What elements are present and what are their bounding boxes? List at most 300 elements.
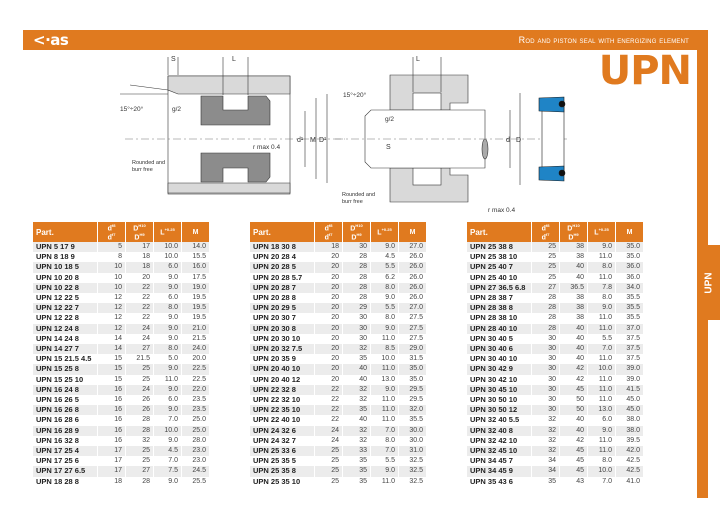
d-cell: 20	[331, 334, 339, 342]
part-cell: UPN 16 32 8	[36, 435, 79, 445]
l-cell: 11.0	[598, 314, 612, 322]
label-rmax: r max 0.4	[253, 144, 281, 151]
m-cell: 19.5	[192, 294, 206, 302]
table-row	[467, 283, 643, 293]
table-row	[467, 426, 643, 436]
part-cell: UPN 20 30 7	[253, 313, 296, 323]
D-cell: 32	[343, 426, 370, 436]
l-cell: 8.0	[154, 303, 181, 313]
D-cell: 40	[359, 375, 367, 383]
D-cell: 40	[560, 324, 587, 334]
l-cell: 11.0	[598, 355, 612, 363]
D-cell: 38	[576, 294, 584, 302]
table-row	[467, 375, 643, 385]
part-cell: UPN 12 22 7	[33, 303, 97, 313]
table-row	[33, 436, 209, 446]
part-cell: UPN 34 45 7	[470, 456, 513, 466]
part-cell: UPN 20 32 7.5	[250, 344, 314, 354]
l-cell: 11.0	[598, 273, 612, 281]
l-cell: 11.0	[371, 405, 398, 415]
table-row	[33, 415, 209, 425]
part-cell: UPN 25 35 5	[253, 456, 296, 466]
m-cell: 37.5	[626, 334, 640, 342]
D-cell: 50	[576, 396, 584, 404]
label-m: M	[310, 137, 316, 144]
D-cell: 40	[576, 416, 584, 424]
l-cell: 7.0	[168, 457, 178, 465]
d-cell: 16	[98, 405, 125, 415]
l-cell: 6.2	[385, 273, 395, 281]
m-cell: 38.0	[626, 416, 640, 424]
l-cell: 11.0	[588, 446, 615, 456]
m-cell: 37.5	[626, 355, 640, 363]
table-row	[33, 466, 209, 476]
table-row	[250, 313, 426, 323]
m-cell: 29.0	[399, 344, 426, 354]
table-row	[250, 456, 426, 466]
label-angle-rod: 15°÷20°	[343, 92, 367, 99]
d-cell: 34	[548, 457, 556, 465]
d-cell: 17	[114, 457, 122, 465]
l-cell: 10.0	[588, 364, 615, 374]
D-cell: 43	[576, 477, 584, 485]
col-D: $D^{H10}$ $D^{H9}$	[560, 222, 587, 242]
m-cell: 14.0	[182, 242, 209, 252]
D-cell: 24	[126, 385, 153, 395]
table-row	[467, 395, 643, 405]
d-cell: 30	[532, 364, 559, 374]
l-cell: 9.0	[588, 303, 615, 313]
m-cell: 26.0	[409, 253, 423, 261]
part-cell: UPN 32 40 8	[467, 426, 531, 436]
D-cell: 22	[126, 283, 153, 293]
part-cell: UPN 30 40 5	[470, 333, 513, 343]
d-cell: 32	[532, 426, 559, 436]
m-cell: 37.5	[616, 344, 643, 354]
table-row	[33, 456, 209, 466]
m-cell: 23.5	[182, 405, 209, 415]
D-cell: 25	[142, 457, 150, 465]
m-cell: 45.0	[616, 405, 643, 415]
m-cell: 15.5	[192, 253, 206, 261]
dimensions-table-3	[466, 222, 644, 487]
D-cell: 30	[359, 334, 367, 342]
col-m: M	[399, 222, 426, 242]
part-cell: UPN 20 30 10	[253, 333, 301, 343]
D-cell: 28	[126, 426, 153, 436]
l-cell: 7.0	[588, 344, 615, 354]
d-cell: 15	[98, 364, 125, 374]
part-cell: UPN 15 25 8	[33, 364, 97, 374]
D-cell: 30	[343, 242, 370, 252]
label-angle: 15°÷20°	[120, 106, 144, 113]
table-row	[250, 252, 426, 262]
m-cell: 20.0	[192, 355, 206, 363]
table-row	[250, 477, 426, 487]
d-cell: 32	[548, 416, 556, 424]
m-cell: 30.0	[399, 426, 426, 436]
m-cell: 22.5	[182, 364, 209, 374]
m-cell: 42.5	[626, 457, 640, 465]
D-cell: 32	[142, 436, 150, 444]
m-cell: 29.5	[409, 396, 423, 404]
D-cell: 32	[343, 344, 370, 354]
table-row	[467, 252, 643, 262]
table-row	[33, 252, 209, 262]
l-cell: 9.0	[154, 283, 181, 293]
D-cell: 32	[359, 436, 367, 444]
m-cell: 32.5	[409, 457, 423, 465]
table-row	[250, 385, 426, 395]
D-cell: 35	[343, 405, 370, 415]
d-cell: 30	[548, 396, 556, 404]
part-cell: UPN 35 43 6	[470, 476, 513, 486]
d-cell: 18	[315, 242, 342, 252]
d-cell: 20	[331, 294, 339, 302]
D-cell: 35	[359, 477, 367, 485]
m-cell: 35.5	[626, 314, 640, 322]
label-rmax-rod: r max 0.4	[488, 207, 516, 214]
part-cell: UPN 20 35 9	[253, 354, 296, 364]
m-cell: 27.0	[399, 242, 426, 252]
m-cell: 27.0	[399, 303, 426, 313]
part-cell: UPN 20 30 8	[250, 324, 314, 334]
piston-seal-drawing	[120, 57, 345, 194]
d-cell: 30	[548, 334, 556, 342]
label-d1: d¹	[297, 137, 304, 144]
d-cell: 15	[114, 375, 122, 383]
D-cell: 42	[576, 436, 584, 444]
m-cell: 23.0	[192, 457, 206, 465]
table-row	[250, 354, 426, 364]
d-cell: 8	[118, 253, 122, 261]
l-cell: 9.0	[588, 242, 615, 252]
l-cell: 10.0	[154, 242, 181, 252]
l-cell: 11.0	[598, 253, 612, 261]
l-cell: 11.0	[164, 375, 178, 383]
D-cell: 24	[126, 324, 153, 334]
D-cell: 32	[359, 396, 367, 404]
D-cell: 18	[126, 262, 153, 272]
l-cell: 9.0	[371, 324, 398, 334]
l-cell: 5.0	[168, 355, 178, 363]
D-cell: 40	[560, 426, 587, 436]
l-cell: 11.0	[381, 477, 395, 485]
l-cell: 4.5	[385, 253, 395, 261]
table-row	[33, 293, 209, 303]
section-tab[interactable]	[697, 245, 720, 320]
D-cell: 38	[576, 314, 584, 322]
D-cell: 42	[576, 375, 584, 383]
m-cell: 41.0	[626, 477, 640, 485]
part-cell: UPN 16 28 9	[33, 426, 97, 436]
table-header	[33, 222, 209, 242]
label-burr-free: burr free	[132, 167, 153, 173]
d-cell: 20	[331, 273, 339, 281]
part-cell: UPN 20 28 8	[253, 293, 296, 303]
part-cell: UPN 20 28 7	[250, 283, 314, 293]
m-cell: 29.5	[399, 385, 426, 395]
D-cell: 50	[560, 405, 587, 415]
m-cell: 27.5	[399, 324, 426, 334]
d-cell: 30	[532, 344, 559, 354]
D-cell: 20	[142, 273, 150, 281]
part-cell: UPN 25 38 8	[467, 242, 531, 252]
col-part: Part.	[33, 222, 97, 242]
l-cell: 7.0	[371, 446, 398, 456]
table-row	[467, 456, 643, 466]
d-cell: 14	[114, 334, 122, 342]
part-cell: UPN 28 38 10	[470, 313, 518, 323]
label-g2-rod: g/2	[385, 116, 395, 123]
table-header	[250, 222, 426, 242]
part-cell: UPN 25 35 10	[253, 476, 301, 486]
m-cell: 37.0	[616, 324, 643, 334]
dimensions-table-2	[249, 222, 427, 487]
d-cell: 14	[98, 344, 125, 354]
dimensions-table-1	[32, 222, 210, 487]
m-cell: 34.0	[616, 283, 643, 293]
part-cell: UPN 16 28 6	[36, 415, 79, 425]
d-cell: 18	[114, 477, 122, 485]
table-row	[33, 446, 209, 456]
part-cell: UPN 32 42 10	[470, 435, 518, 445]
part-cell: UPN 30 40 10	[470, 354, 518, 364]
table-row	[250, 334, 426, 344]
d-cell: 10	[114, 273, 122, 281]
table-row	[33, 313, 209, 323]
m-cell: 27.5	[409, 314, 423, 322]
part-cell: UPN 28 38 8	[467, 303, 531, 313]
label-s-rod: S	[386, 144, 391, 151]
part-cell: UPN 25 38 10	[470, 252, 518, 262]
table-row	[467, 334, 643, 344]
part-cell: UPN 12 22 8	[36, 313, 79, 323]
d-cell: 16	[114, 436, 122, 444]
l-cell: 6.0	[168, 294, 178, 302]
col-D: $D^{H10}$ $D^{H9}$	[126, 222, 153, 242]
part-cell: UPN 20 28 4	[253, 252, 296, 262]
product-title: UPN	[598, 48, 691, 94]
d-cell: 20	[331, 314, 339, 322]
part-cell: UPN 20 28 5.7	[253, 272, 303, 282]
D-cell: 40	[576, 355, 584, 363]
col-m: M	[616, 222, 643, 242]
D-cell: 45	[576, 457, 584, 465]
m-cell: 35.0	[626, 253, 640, 261]
d-cell: 20	[331, 253, 339, 261]
part-cell: UPN 16 26 8	[33, 405, 97, 415]
l-cell: 9.0	[385, 294, 395, 302]
brand-logo: <·as	[33, 31, 69, 49]
D-cell: 42	[560, 364, 587, 374]
m-cell: 22.5	[192, 375, 206, 383]
table-row	[250, 364, 426, 374]
l-cell: 10.0	[588, 466, 615, 476]
D-cell: 25	[142, 375, 150, 383]
part-cell: UPN 28 38 7	[470, 293, 513, 303]
part-cell: UPN 20 40 10	[250, 364, 314, 374]
table-row	[33, 375, 209, 385]
m-cell: 17.5	[192, 273, 206, 281]
table-row	[467, 242, 643, 252]
d-cell: 30	[548, 355, 556, 363]
table-row	[250, 405, 426, 415]
part-cell: UPN 22 40 10	[253, 415, 301, 425]
l-cell: 9.0	[154, 405, 181, 415]
table-row	[467, 436, 643, 446]
D-cell: 28	[343, 262, 370, 272]
col-d: $d^{f8}$ $d^{f7}$	[98, 222, 125, 242]
table-row	[33, 395, 209, 405]
l-cell: 13.0	[588, 405, 615, 415]
D-cell: 27	[126, 466, 153, 476]
m-cell: 39.5	[626, 436, 640, 444]
part-cell: UPN 10 20 8	[36, 272, 79, 282]
m-cell: 45.0	[626, 396, 640, 404]
m-cell: 39.0	[616, 364, 643, 374]
l-cell: 11.0	[588, 324, 615, 334]
l-cell: 8.0	[154, 344, 181, 354]
D-cell: 28	[142, 416, 150, 424]
table-header	[467, 222, 643, 242]
table-row	[250, 242, 426, 252]
table-row	[467, 405, 643, 415]
l-cell: 9.0	[154, 385, 181, 395]
part-cell: UPN 17 25 4	[33, 446, 97, 456]
label-g2: g/2	[172, 106, 182, 113]
l-cell: 8.0	[602, 457, 612, 465]
l-cell: 9.0	[371, 385, 398, 395]
label-l-rod: L	[416, 56, 420, 63]
l-cell: 8.0	[602, 294, 612, 302]
D-cell: 35	[359, 457, 367, 465]
part-cell: UPN 30 42 10	[470, 374, 518, 384]
D-cell: 27	[126, 344, 153, 354]
m-cell: 39.0	[626, 375, 640, 383]
m-cell: 22.0	[182, 385, 209, 395]
part-cell: UPN 10 18 5	[33, 262, 97, 272]
d-cell: 20	[315, 303, 342, 313]
table-row	[467, 273, 643, 283]
d-cell: 30	[548, 375, 556, 383]
d-cell: 10	[98, 262, 125, 272]
table-row	[250, 446, 426, 456]
l-cell: 9.0	[168, 477, 178, 485]
col-l: $L^{+0.25}$	[371, 222, 398, 242]
D-cell: 29	[343, 303, 370, 313]
l-cell: 11.0	[598, 396, 612, 404]
d-cell: 15	[114, 355, 122, 363]
table-row	[467, 466, 643, 476]
l-cell: 11.0	[371, 364, 398, 374]
table-row	[33, 334, 209, 344]
D-cell: 45	[560, 385, 587, 395]
table-row	[250, 283, 426, 293]
label-rounded-rod: Rounded and	[342, 192, 376, 198]
d-cell: 32	[532, 446, 559, 456]
m-cell: 38.0	[616, 426, 643, 436]
d-cell: 16	[98, 426, 125, 436]
D-cell: 30	[343, 324, 370, 334]
m-cell: 19.0	[182, 283, 209, 293]
m-cell: 21.5	[192, 334, 206, 342]
d-cell: 25	[532, 262, 559, 272]
m-cell: 25.5	[192, 477, 206, 485]
part-cell: UPN 20 28 5	[250, 262, 314, 272]
l-cell: 13.0	[381, 375, 395, 383]
label-d: d	[506, 137, 510, 144]
m-cell: 35.0	[399, 364, 426, 374]
part-cell: UPN 24 32 7	[253, 435, 296, 445]
table-row	[467, 262, 643, 272]
d-cell: 25	[331, 477, 339, 485]
seal-installation-drawings	[120, 45, 580, 220]
D-cell: 25	[126, 446, 153, 456]
d-cell: 24	[315, 426, 342, 436]
l-cell: 8.0	[385, 314, 395, 322]
table-row	[467, 344, 643, 354]
label-burr-free-rod: burr free	[342, 199, 363, 205]
m-cell: 42.5	[616, 466, 643, 476]
D-cell: 40	[560, 344, 587, 354]
D-cell: 25	[126, 364, 153, 374]
table-row	[250, 303, 426, 313]
D-cell: 24	[142, 334, 150, 342]
part-cell: UPN 22 32 8	[250, 385, 314, 395]
d-cell: 25	[548, 273, 556, 281]
D-cell: 40	[343, 364, 370, 374]
d-cell: 28	[548, 294, 556, 302]
l-cell: 7.8	[588, 283, 615, 293]
d-cell: 25	[331, 457, 339, 465]
d-cell: 17	[98, 446, 125, 456]
l-cell: 7.0	[602, 477, 612, 485]
d-cell: 32	[548, 436, 556, 444]
col-D: $D^{H10}$ $D^{H9}$	[343, 222, 370, 242]
m-cell: 23.0	[182, 446, 209, 456]
table-row	[250, 395, 426, 405]
part-cell: UPN 20 40 12	[253, 374, 301, 384]
D-cell: 28	[359, 294, 367, 302]
d-cell: 20	[315, 324, 342, 334]
m-cell: 32.0	[399, 405, 426, 415]
part-cell: UPN 17 27 6.5	[33, 466, 97, 476]
l-cell: 10.0	[381, 355, 395, 363]
d-cell: 10	[98, 283, 125, 293]
d-cell: 28	[548, 314, 556, 322]
l-cell: 5.5	[371, 303, 398, 313]
d-cell: 20	[331, 375, 339, 383]
table-row	[467, 324, 643, 334]
D-cell: 45	[560, 466, 587, 476]
D-cell: 40	[359, 416, 367, 424]
l-cell: 5.5	[371, 262, 398, 272]
d-cell: 25	[548, 253, 556, 261]
l-cell: 7.0	[168, 416, 178, 424]
d-cell: 16	[114, 396, 122, 404]
table-row	[33, 344, 209, 354]
table-row	[250, 262, 426, 272]
m-cell: 27.5	[409, 334, 423, 342]
table-row	[33, 477, 209, 487]
table-row	[250, 324, 426, 334]
label-D: D	[516, 137, 522, 144]
D-cell: 28	[343, 283, 370, 293]
m-cell: 32.5	[409, 477, 423, 485]
d-cell: 25	[315, 466, 342, 476]
label-rounded: Rounded and	[132, 160, 166, 166]
